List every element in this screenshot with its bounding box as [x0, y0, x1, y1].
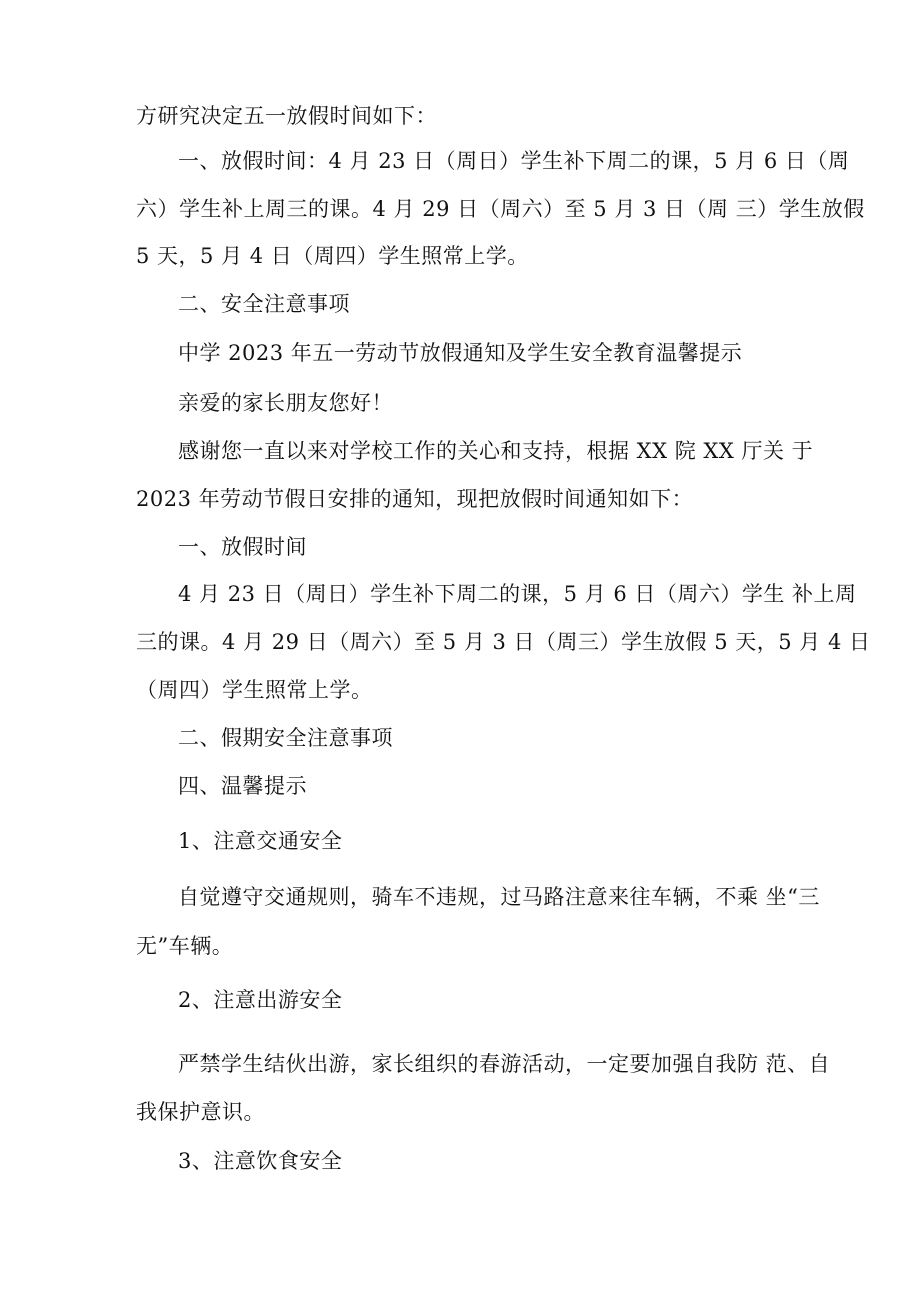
subsection-heading: 3、注意饮食安全	[178, 1149, 343, 1173]
section-heading: 四、温馨提示	[178, 774, 307, 798]
section-heading: 一、放假时间	[178, 535, 307, 559]
text-line: 5 天，5 月 4 日（周四）学生照常上学。	[136, 244, 529, 268]
subsection-heading: 1、注意交通安全	[178, 829, 343, 853]
text-line: 2023 年劳动节假日安排的通知，现把放假时间通知如下：	[136, 487, 694, 511]
text-line: 4 月 23 日（周日）学生补下周二的课，5 月 6 日（周六）学生 补上周	[178, 582, 857, 606]
text-line: 无”车辆。	[136, 934, 234, 958]
text-line: 自觉遵守交通规则，骑车不违规，过马路注意来往车辆，不乘 坐“三	[178, 885, 820, 909]
section-heading: 二、假期安全注意事项	[178, 726, 393, 750]
text-line: 方研究决定五一放假时间如下：	[136, 104, 437, 128]
greeting: 亲爱的家长朋友您好！	[178, 391, 393, 415]
text-line: 严禁学生结伙出游，家长组织的春游活动，一定要加强自我防 范、自	[178, 1052, 831, 1076]
section-heading: 二、安全注意事项	[178, 292, 350, 316]
text-line: 我保护意识。	[136, 1100, 265, 1124]
text-line: 感谢您一直以来对学校工作的关心和支持，根据 XX 院 XX 厅关 于	[178, 439, 814, 463]
subsection-heading: 2、注意出游安全	[178, 988, 343, 1012]
document-title: 中学 2023 年五一劳动节放假通知及学生安全教育温馨提示	[178, 341, 743, 365]
text-line: 三的课。4 月 29 日（周六）至 5 月 3 日（周三）学生放假 5 天，5 月 4 日	[136, 630, 871, 654]
text-line: （周四）学生照常上学。	[136, 678, 373, 702]
text-line: 一、放假时间：4 月 23 日（周日）学生补下周二的课，5 月 6 日（周	[178, 149, 850, 173]
text-line: 六）学生补上周三的课。4 月 29 日（周六）至 5 月 3 日（周 三）学生放假	[136, 197, 865, 221]
